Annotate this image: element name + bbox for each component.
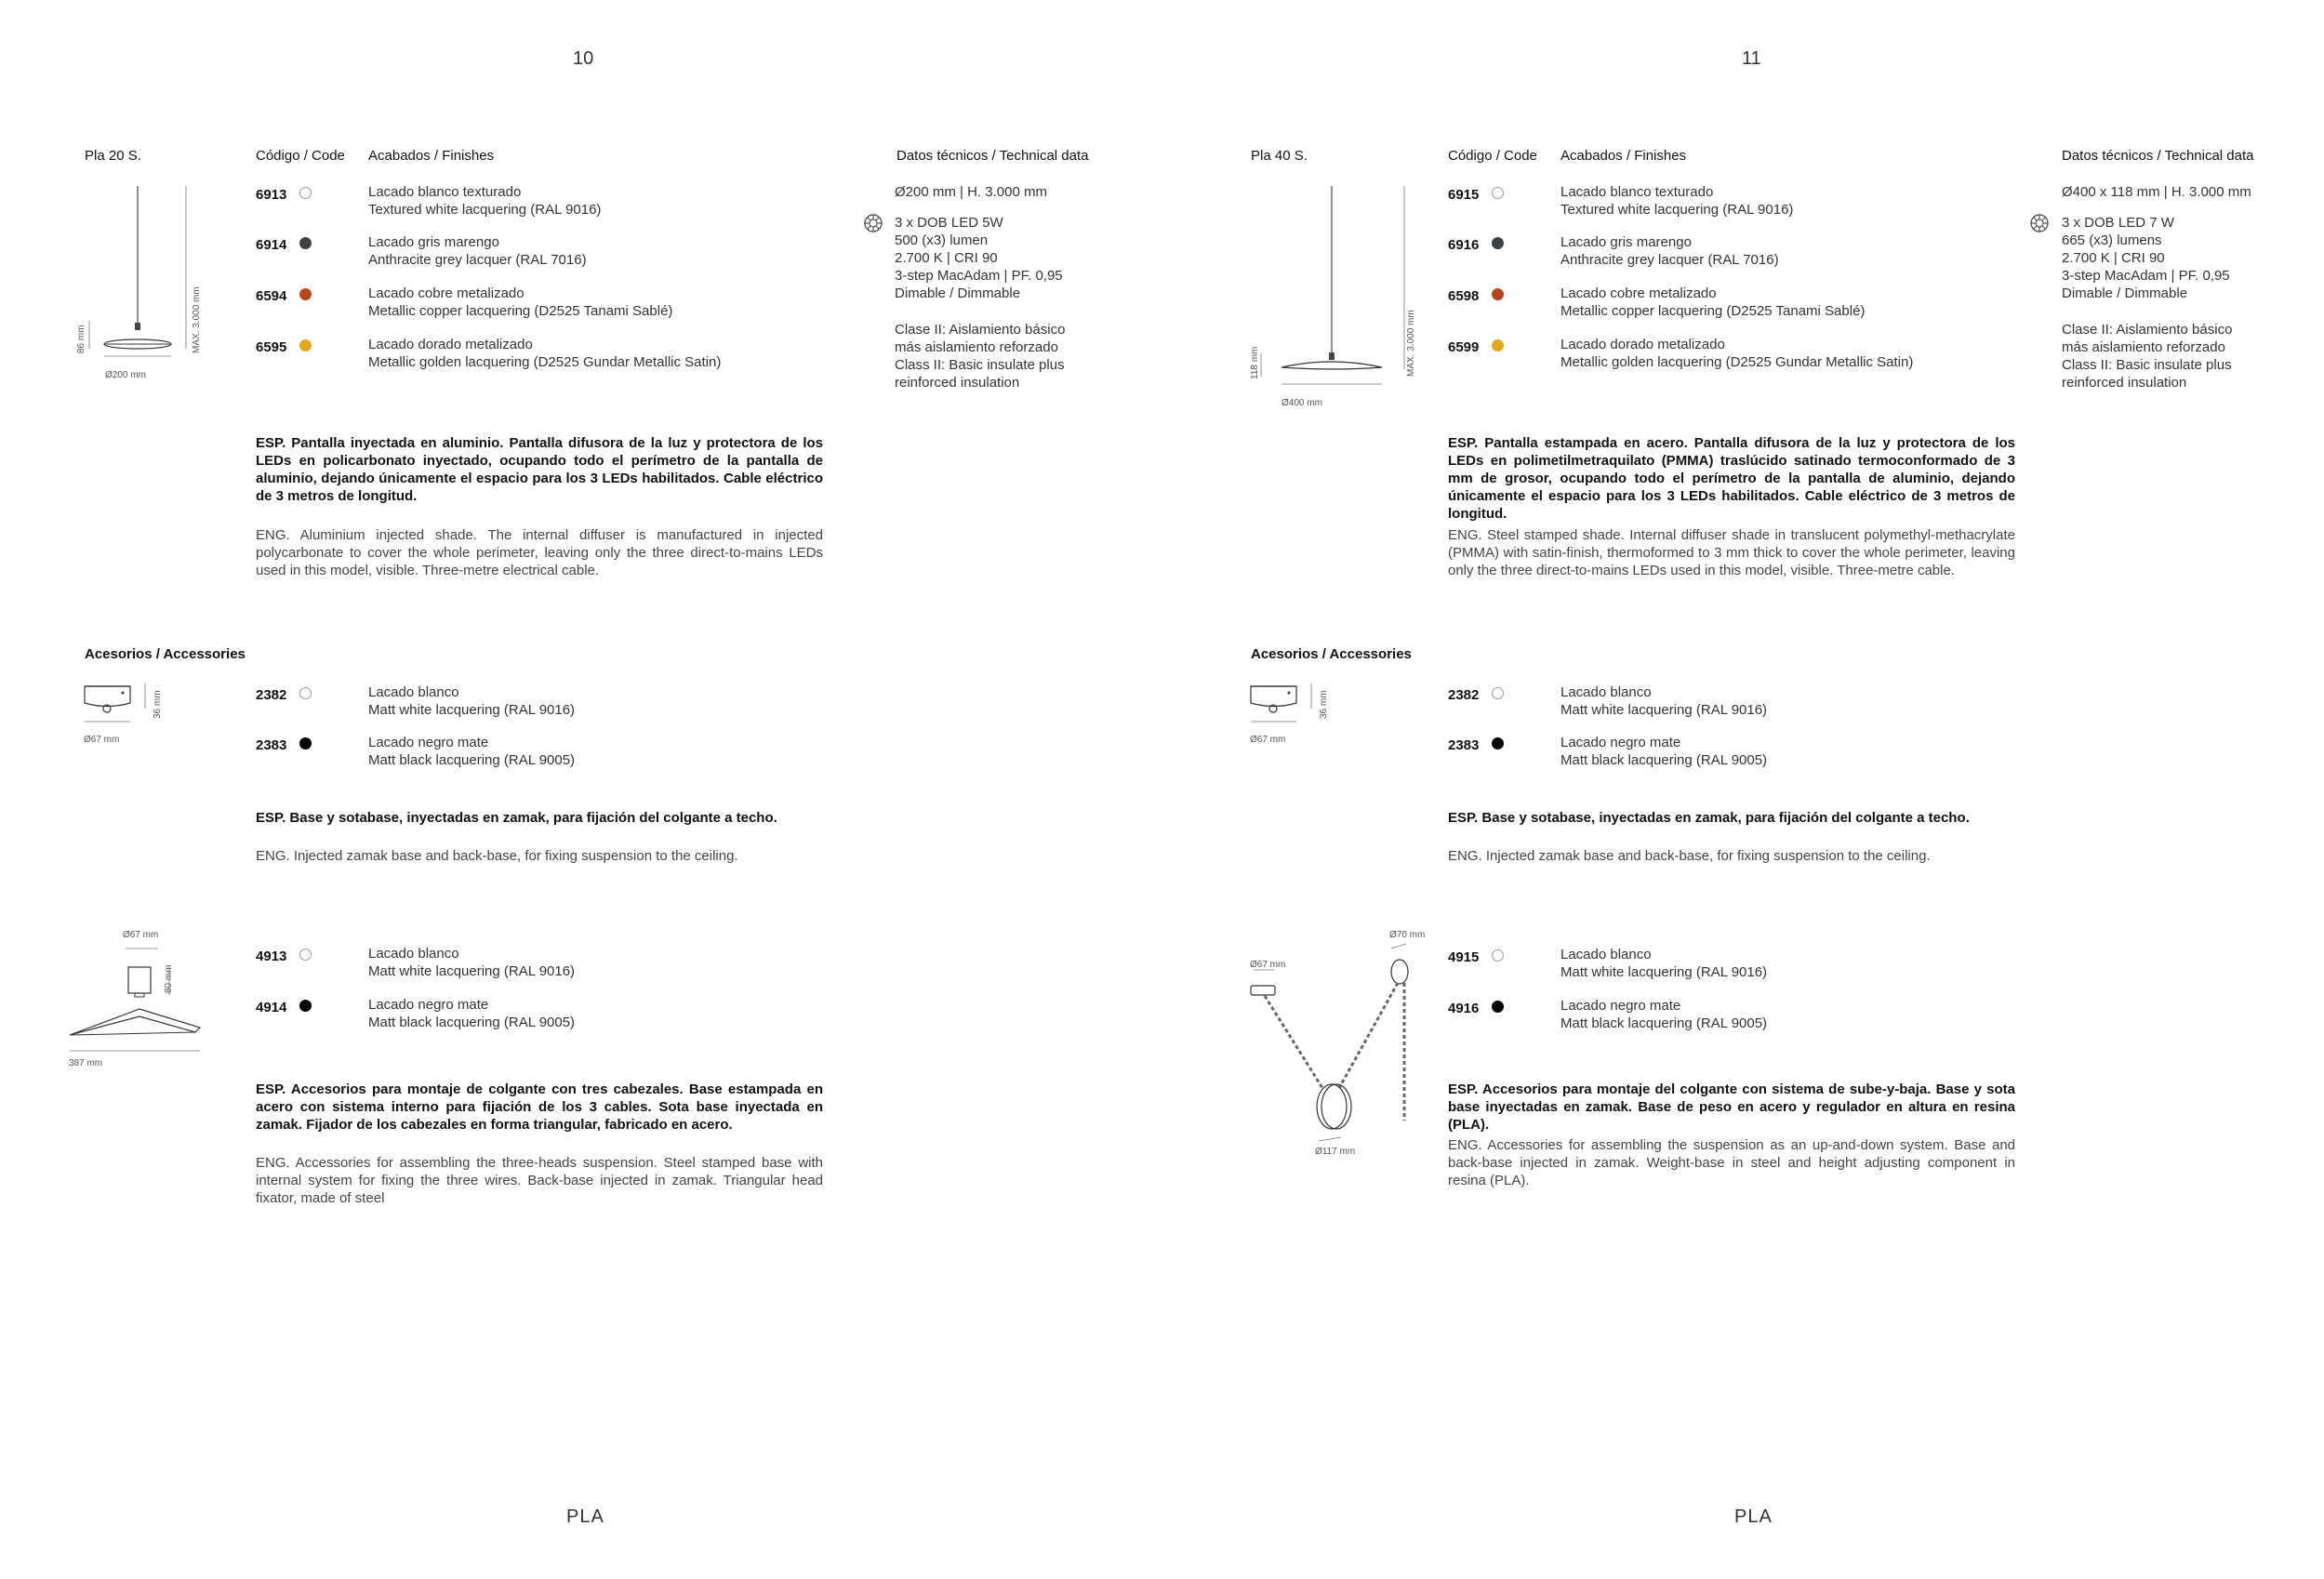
finish-esp: Lacado blanco [368,684,459,700]
accessory-text [368,996,575,1031]
spec-line: Clase II: Aislamiento básico [895,322,1066,338]
finish-text [368,285,672,320]
accessory-code: 4913 [256,949,287,964]
finish-text [1560,183,1793,219]
spec-line: 500 (x3) lumen [895,232,989,248]
max-dimension: MAX. 3.000 mm [192,286,202,353]
finish-esp: Lacado dorado metalizado [368,337,533,352]
finish-esp: Lacado gris marengo [368,234,499,250]
accessory-code: 2382 [256,687,287,703]
weight-diameter-dimension: Ø117 mm [1315,1147,1356,1157]
accessory-code: 2383 [1448,737,1480,753]
finish-eng: Metallic copper lacquering (D2525 Tanami Sablé) [368,303,673,319]
max-dimension: MAX. 3.000 mm [1406,310,1416,377]
spec-line: 665 (x3) lumens [2062,232,2162,248]
accessory-eng: ENG. Accessories for assembling the three-heads suspension. Steel stamped base with internal system for fixing the three wires. Back-base injected in zamak. Triangular head fixator, made of steel [256,1155,823,1206]
accessory-esp: ESP. Base y sotabase, inyectadas en zamak, para fijación del colgante a techo. [1448,810,1970,826]
led-icon [863,213,883,233]
finish-eng: Metallic copper lacquering (D2525 Tanami Sablé) [1560,303,1866,319]
finishes-header: Acabados / Finishes [1560,148,1687,164]
description-esp: ESP. Pantalla estampada en acero. Pantalla difusora de la luz y protectora de los LEDs en polimetilmetraquilato (PMMA) traslúcido satinado termoconformado de 3 mm de grosor, ocupando todo el perímetro de la pantalla de aluminio, dejando únicamente el espacio para los 3 LEDs habilitados. Cable eléctrico de 3 metros de longitud. [1448,435,2015,522]
description-eng: ENG. Steel stamped shade. Internal diffuser shade in translucent polymethyl-methacrylate (PMMA) with satin-finish, thermoformed to 3 mm thick to cover the whole perimeter, leaving only the three direct-to-mains LEDs used in this model, visible. Three-metre cable. [1448,527,2015,578]
finish-esp: Lacado blanco [1560,947,1652,962]
finish-esp: Lacado cobre metalizado [368,285,525,301]
finish-code: 6916 [1448,237,1480,253]
accessory-code: 4914 [256,1000,287,1015]
finish-text [368,183,601,219]
finish-code: 6915 [1448,187,1480,203]
spec-line: 2.700 K | CRI 90 [2062,250,2165,266]
pendant-drawing [74,181,205,377]
accessory-eng: ENG. Accessories for assembling the suspension as an up-and-down system. Base and back-base injected in zamak. Weight-base in steel and height adjusting component in resina (PLA). [1448,1137,2015,1188]
finish-eng: Matt black lacquering (RAL 9005) [368,1015,576,1030]
color-swatch [1492,949,1504,962]
tech-dimensions: Ø400 x 118 mm | H. 3.000 mm [2062,184,2251,200]
color-swatch [1492,737,1504,750]
code-header: Código / Code [1448,148,1537,164]
finish-text [1560,336,1913,371]
finish-text [1560,233,1779,269]
spec-line: reinforced insulation [895,375,1020,391]
finish-eng: Matt white lacquering (RAL 9016) [1560,702,1768,718]
finish-esp: Lacado blanco texturado [1560,184,1714,200]
code-header: Código / Code [256,148,345,164]
spec-line: Dimable / Dimmable [895,285,1021,301]
finish-esp: Lacado gris marengo [1560,234,1692,250]
page-number: 11 [1742,48,1761,69]
finish-eng: Matt white lacquering (RAL 9016) [368,963,576,979]
finish-esp: Lacado blanco [368,946,459,962]
finish-code: 6594 [256,288,287,304]
spec-line: 2.700 K | CRI 90 [895,250,998,266]
finish-eng: Matt white lacquering (RAL 9016) [368,702,576,718]
finish-eng: Textured white lacquering (RAL 9016) [368,202,602,218]
accessory-esp: ESP. Accesorios para montaje de colgante con tres cabezales. Base estampada en acero con sistema interno para fijación de los 3 cables. Sota base inyectada en zamak. Fijador de los cabezales en forma triangular, fabricado en acero. [256,1081,823,1133]
finish-esp: Lacado cobre metalizado [1560,285,1717,301]
three-head-suspension-drawing [65,939,214,1060]
page-footer: PLA [566,1506,604,1527]
tech-header: Datos técnicos / Technical data [2062,148,2254,164]
base-diameter-dimension: Ø67 mm [1250,735,1286,745]
color-swatch [299,187,312,199]
finish-esp: Lacado negro mate [368,735,489,750]
finish-eng: Matt white lacquering (RAL 9016) [1560,964,1768,980]
led-icon [2029,213,2050,233]
class-specs [2062,321,2232,391]
finish-code: 6914 [256,237,287,253]
diameter-dimension: Ø400 mm [1282,398,1322,408]
spec-line: 3 x DOB LED 5W [895,215,1003,231]
accessory-esp: ESP. Accesorios para montaje del colgante con sistema de sube-y-baja. Base y sota base inyectadas en zamak. Base de peso en acero y regulador en altura en resina (PLA). [1448,1081,2015,1133]
tech-header: Datos técnicos / Technical data [896,148,1089,164]
spec-line: más aislamiento reforzado [895,339,1058,355]
finish-eng: Anthracite grey lacquer (RAL 7016) [368,252,587,268]
model-name: Pla 40 S. [1251,148,1308,164]
finish-code: 6598 [1448,288,1480,304]
finish-text [368,233,587,269]
fixator-width-dimension: 387 mm [69,1058,103,1068]
finish-esp: Lacado dorado metalizado [1560,337,1725,352]
spec-line: Class II: Basic insulate plus [2062,357,2232,373]
model-name: Pla 20 S. [85,148,141,164]
tech-dimensions: Ø200 mm | H. 3.000 mm [895,184,1047,200]
page-footer: PLA [1734,1506,1773,1527]
finish-esp: Lacado negro mate [368,997,489,1013]
color-swatch [1492,687,1504,699]
finish-eng: Metallic golden lacquering (D2525 Gundar Metallic Satin) [1560,354,1914,370]
accessory-text [1560,997,1767,1032]
class-specs [895,321,1065,391]
spec-line: Dimable / Dimmable [2062,285,2188,301]
color-swatch [1492,1001,1504,1013]
diameter-dimension: Ø200 mm [105,370,146,380]
color-swatch [1492,237,1504,249]
spec-line: reinforced insulation [2062,375,2187,391]
description-eng: ENG. Aluminium injected shade. The internal diffuser is manufactured in injected polycarbonate to cover the whole perimeter, leaving only the three direct-to-mains LEDs used in this model, visible. Three-metre electrical cable. [256,527,823,578]
finish-eng: Matt black lacquering (RAL 9005) [1560,752,1768,768]
regulator-diameter-dimension: Ø70 mm [1389,930,1426,940]
head-diameter-dimension: Ø67 mm [123,930,159,940]
finish-esp: Lacado blanco [1560,684,1652,700]
finish-esp: Lacado negro mate [1560,735,1681,750]
accessory-code: 2383 [256,737,287,753]
accessory-eng: ENG. Injected zamak base and back-base, for fixing suspension to the ceiling. [256,848,738,864]
finish-text [368,336,721,371]
spec-line: 3-step MacAdam | PF. 0,95 [2062,268,2230,284]
accessory-code: 4916 [1448,1001,1480,1016]
accessories-title: Acesorios / Accessories [85,646,246,662]
spec-line: 3 x DOB LED 7 W [2062,215,2174,231]
finish-eng: Anthracite grey lacquer (RAL 7016) [1560,252,1779,268]
color-swatch [1492,187,1504,199]
finish-eng: Matt black lacquering (RAL 9005) [368,752,576,768]
height-dimension: 86 mm [76,325,86,353]
color-swatch [299,237,312,249]
finish-eng: Matt black lacquering (RAL 9005) [1560,1015,1768,1031]
accessory-eng: ENG. Injected zamak base and back-base, for fixing suspension to the ceiling. [1448,848,1931,864]
accessory-text [1560,683,1767,719]
finish-text [1560,285,1865,320]
base-diameter-dimension: Ø67 mm [84,735,120,745]
color-swatch [1492,339,1504,352]
description-esp: ESP. Pantalla inyectada en aluminio. Pantalla difusora de la luz y protectora de los LEDs en policarbonato inyectado, ocupando todo el perímetro de la pantalla de aluminio, dejando únicamente el espacio para los 3 LEDs habilitados. Cable eléctrico de 3 metros de longitud. [256,435,823,504]
accessory-text [1560,946,1767,981]
head-height-dimension: 80 mm [164,964,174,993]
color-swatch [299,737,312,750]
base-diameter-dimension: Ø67 mm [1250,960,1286,970]
finish-code: 6595 [256,339,287,355]
spec-line: más aislamiento reforzado [2062,339,2225,355]
color-swatch [1492,288,1504,300]
pendant-drawing [1246,181,1414,405]
page-number: 10 [573,48,594,69]
accessory-text [1560,734,1767,769]
finish-code: 6913 [256,187,287,203]
accessory-text [368,734,575,769]
accessory-text [368,945,575,980]
finish-code: 6599 [1448,339,1480,355]
accessory-esp: ESP. Base y sotabase, inyectadas en zamak, para fijación del colgante a techo. [256,810,777,826]
finish-esp: Lacado blanco texturado [368,184,522,200]
color-swatch [299,949,312,961]
accessory-code: 4915 [1448,949,1480,965]
base-height-dimension: 36 mm [1319,690,1329,719]
accessories-title: Acesorios / Accessories [1251,646,1412,662]
color-swatch [299,288,312,300]
finish-eng: Metallic golden lacquering (D2525 Gundar Metallic Satin) [368,354,722,370]
color-swatch [299,1000,312,1012]
accessory-code: 2382 [1448,687,1480,703]
led-specs [895,214,1063,302]
finishes-header: Acabados / Finishes [368,148,495,164]
base-height-dimension: 36 mm [153,690,163,719]
height-dimension: 118 mm [1250,346,1260,379]
color-swatch [299,687,312,699]
accessory-text [368,683,575,719]
finish-eng: Textured white lacquering (RAL 9016) [1560,202,1794,218]
spec-line: 3-step MacAdam | PF. 0,95 [895,268,1063,284]
spec-line: Clase II: Aislamiento básico [2062,322,2233,338]
finish-esp: Lacado negro mate [1560,998,1681,1014]
spec-line: Class II: Basic insulate plus [895,357,1065,373]
led-specs [2062,214,2230,302]
color-swatch [299,339,312,352]
